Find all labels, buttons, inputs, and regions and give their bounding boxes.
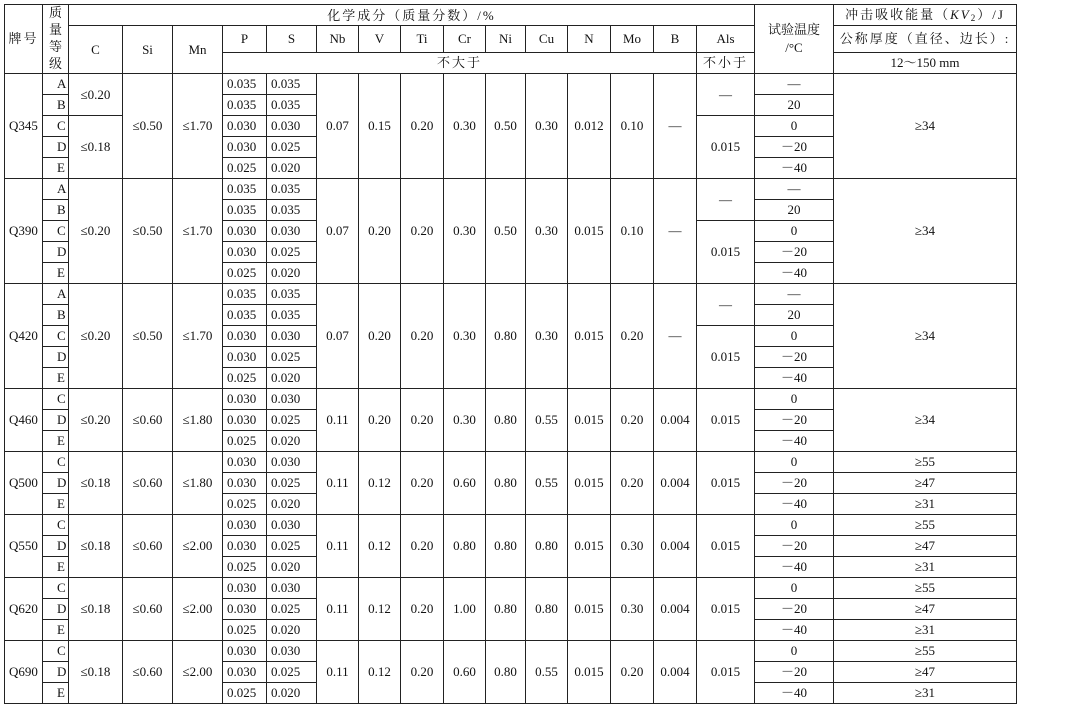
s-cell: 0.030 [267, 451, 317, 472]
b-cell: 0.004 [654, 640, 697, 703]
thickness-range: 12～150 mm [834, 52, 1017, 73]
temp-cell: －20 [755, 661, 834, 682]
impact-cell: ≥55 [834, 577, 1017, 598]
grade-cell: Q390 [5, 178, 43, 283]
mn-cell: ≤1.80 [173, 451, 223, 514]
p-cell: 0.035 [223, 199, 267, 220]
quality-cell: C [43, 220, 69, 241]
cu-cell: 0.55 [526, 451, 568, 514]
mo-cell: 0.10 [611, 178, 654, 283]
als-cell: 0.015 [697, 451, 755, 514]
s-cell: 0.020 [267, 493, 317, 514]
ni-cell: 0.50 [486, 178, 526, 283]
nb-cell: 0.07 [317, 283, 359, 388]
b-cell: — [654, 283, 697, 388]
s-cell: 0.025 [267, 241, 317, 262]
p-cell: 0.025 [223, 430, 267, 451]
quality-cell: C [43, 640, 69, 661]
si-cell: ≤0.50 [123, 283, 173, 388]
p-cell: 0.035 [223, 178, 267, 199]
temp-cell: 20 [755, 304, 834, 325]
steel-composition-table [4, 4, 1017, 704]
temp-cell: 0 [755, 220, 834, 241]
cr-header: Cr [444, 26, 486, 53]
p-cell: 0.030 [223, 409, 267, 430]
cu-cell: 0.55 [526, 640, 568, 703]
impact-cell: ≥55 [834, 514, 1017, 535]
p-cell: 0.025 [223, 493, 267, 514]
p-cell: 0.030 [223, 535, 267, 556]
temp-cell: －40 [755, 262, 834, 283]
temp-cell: 0 [755, 577, 834, 598]
ni-header: Ni [486, 26, 526, 53]
ti-cell: 0.20 [401, 451, 444, 514]
n-cell: 0.015 [568, 178, 611, 283]
quality-cell: D [43, 472, 69, 493]
si-cell: ≤0.60 [123, 577, 173, 640]
s-cell: 0.030 [267, 514, 317, 535]
impact-cell: ≥47 [834, 661, 1017, 682]
p-cell: 0.030 [223, 577, 267, 598]
impact-cell: ≥34 [834, 178, 1017, 283]
temp-cell: 0 [755, 115, 834, 136]
nb-cell: 0.07 [317, 178, 359, 283]
b-cell: — [654, 178, 697, 283]
quality-cell: D [43, 136, 69, 157]
grade-cell: Q620 [5, 577, 43, 640]
ti-cell: 0.20 [401, 283, 444, 388]
cr-cell: 0.60 [444, 451, 486, 514]
s-cell: 0.020 [267, 367, 317, 388]
impact-kv: KV [950, 6, 971, 22]
table-row [5, 577, 1017, 598]
cu-cell: 0.30 [526, 73, 568, 178]
v-cell: 0.12 [359, 514, 401, 577]
impact-cell: ≥34 [834, 388, 1017, 451]
quality-cell: E [43, 556, 69, 577]
nb-cell: 0.11 [317, 640, 359, 703]
n-cell: 0.012 [568, 73, 611, 178]
mn-cell: ≤2.00 [173, 640, 223, 703]
b-header: B [654, 26, 697, 53]
table-row [5, 388, 1017, 409]
temp-cell: －20 [755, 136, 834, 157]
temp-cell: －40 [755, 682, 834, 703]
quality-cell: E [43, 682, 69, 703]
als-cell: 0.015 [697, 325, 755, 388]
s-cell: 0.025 [267, 136, 317, 157]
nb-cell: 0.11 [317, 514, 359, 577]
s-cell: 0.020 [267, 619, 317, 640]
si-cell: ≤0.60 [123, 640, 173, 703]
mn-cell: ≤1.70 [173, 73, 223, 178]
ti-cell: 0.20 [401, 178, 444, 283]
impact-cell: ≥47 [834, 535, 1017, 556]
c-cell: ≤0.18 [69, 514, 123, 577]
grade-cell: Q550 [5, 514, 43, 577]
als-cell: 0.015 [697, 220, 755, 283]
quality-cell: C [43, 115, 69, 136]
mo-cell: 0.30 [611, 577, 654, 640]
s-cell: 0.020 [267, 430, 317, 451]
quality-cell: E [43, 367, 69, 388]
als-cell: — [697, 283, 755, 325]
cu-cell: 0.80 [526, 577, 568, 640]
mn-cell: ≤1.80 [173, 388, 223, 451]
not-less-label: 不小于 [697, 52, 755, 73]
temp-cell: — [755, 283, 834, 304]
impact-cell: ≥47 [834, 472, 1017, 493]
b-cell: 0.004 [654, 514, 697, 577]
temp-cell: －40 [755, 619, 834, 640]
temp-cell: －40 [755, 430, 834, 451]
s-cell: 0.035 [267, 94, 317, 115]
p-cell: 0.035 [223, 283, 267, 304]
temp-cell: －20 [755, 409, 834, 430]
v-header: V [359, 26, 401, 53]
cr-cell: 0.30 [444, 283, 486, 388]
s-cell: 0.035 [267, 178, 317, 199]
mo-cell: 0.20 [611, 388, 654, 451]
ti-header: Ti [401, 26, 444, 53]
cu-cell: 0.80 [526, 514, 568, 577]
nb-cell: 0.11 [317, 388, 359, 451]
table-row [5, 283, 1017, 304]
mo-cell: 0.10 [611, 73, 654, 178]
quality-cell: D [43, 661, 69, 682]
impact-header [834, 5, 1017, 26]
mn-header: Mn [173, 26, 223, 74]
temp-cell: －20 [755, 241, 834, 262]
v-cell: 0.20 [359, 178, 401, 283]
s-cell: 0.030 [267, 325, 317, 346]
nb-cell: 0.07 [317, 73, 359, 178]
n-cell: 0.015 [568, 640, 611, 703]
grade-cell: Q345 [5, 73, 43, 178]
p-cell: 0.030 [223, 640, 267, 661]
table-body [5, 73, 1017, 703]
als-cell: 0.015 [697, 115, 755, 178]
p-cell: 0.030 [223, 325, 267, 346]
ni-cell: 0.80 [486, 283, 526, 388]
als-cell: 0.015 [697, 640, 755, 703]
temp-cell: －40 [755, 157, 834, 178]
ti-cell: 0.20 [401, 640, 444, 703]
cr-cell: 0.30 [444, 178, 486, 283]
s-cell: 0.035 [267, 73, 317, 94]
mo-cell: 0.20 [611, 451, 654, 514]
temp-cell: －40 [755, 493, 834, 514]
ni-cell: 0.80 [486, 640, 526, 703]
b-cell: 0.004 [654, 451, 697, 514]
b-cell: 0.004 [654, 388, 697, 451]
s-cell: 0.025 [267, 535, 317, 556]
si-cell: ≤0.60 [123, 451, 173, 514]
s-cell: 0.020 [267, 262, 317, 283]
quality-cell: D [43, 598, 69, 619]
grade-cell: Q690 [5, 640, 43, 703]
p-cell: 0.030 [223, 598, 267, 619]
impact-cell: ≥34 [834, 73, 1017, 178]
n-cell: 0.015 [568, 514, 611, 577]
temp-cell: 20 [755, 199, 834, 220]
quality-cell: A [43, 178, 69, 199]
v-cell: 0.12 [359, 451, 401, 514]
p-cell: 0.025 [223, 556, 267, 577]
temp-cell: －40 [755, 556, 834, 577]
p-cell: 0.030 [223, 136, 267, 157]
mo-cell: 0.30 [611, 514, 654, 577]
quality-cell: A [43, 283, 69, 304]
p-cell: 0.030 [223, 241, 267, 262]
v-cell: 0.12 [359, 577, 401, 640]
quality-header: 质量 等级 [43, 5, 69, 74]
cr-cell: 0.80 [444, 514, 486, 577]
si-cell: ≤0.50 [123, 178, 173, 283]
temp-header: 试验温度 /°C [755, 5, 834, 74]
cu-cell: 0.55 [526, 388, 568, 451]
si-cell: ≤0.60 [123, 388, 173, 451]
temp-cell: 20 [755, 94, 834, 115]
n-cell: 0.015 [568, 388, 611, 451]
thickness-header: 公称厚度（直径、边长）: [834, 26, 1017, 53]
als-header: Als [697, 26, 755, 53]
n-cell: 0.015 [568, 283, 611, 388]
quality-cell: D [43, 346, 69, 367]
p-cell: 0.030 [223, 388, 267, 409]
s-cell: 0.020 [267, 556, 317, 577]
table-row [5, 451, 1017, 472]
quality-cell: E [43, 619, 69, 640]
impact-cell: ≥31 [834, 619, 1017, 640]
v-cell: 0.12 [359, 640, 401, 703]
p-cell: 0.030 [223, 661, 267, 682]
table-row [5, 178, 1017, 199]
mn-cell: ≤2.00 [173, 577, 223, 640]
quality-cell: C [43, 514, 69, 535]
quality-cell: D [43, 535, 69, 556]
ni-cell: 0.80 [486, 514, 526, 577]
v-cell: 0.20 [359, 283, 401, 388]
ni-cell: 0.80 [486, 388, 526, 451]
c-cell: ≤0.18 [69, 640, 123, 703]
s-cell: 0.030 [267, 220, 317, 241]
als-cell: 0.015 [697, 514, 755, 577]
ni-cell: 0.50 [486, 73, 526, 178]
temp-cell: 0 [755, 325, 834, 346]
v-cell: 0.15 [359, 73, 401, 178]
quality-cell: B [43, 304, 69, 325]
cu-header: Cu [526, 26, 568, 53]
ti-cell: 0.20 [401, 388, 444, 451]
temp-cell: －20 [755, 598, 834, 619]
steel-table-container [4, 4, 1017, 704]
chem-header: 化学成分（质量分数）/% [69, 5, 755, 26]
b-cell: 0.004 [654, 577, 697, 640]
s-cell: 0.030 [267, 115, 317, 136]
mn-cell: ≤2.00 [173, 514, 223, 577]
b-cell: — [654, 73, 697, 178]
temp-cell: 0 [755, 451, 834, 472]
p-cell: 0.030 [223, 514, 267, 535]
cr-cell: 1.00 [444, 577, 486, 640]
temp-cell: 0 [755, 388, 834, 409]
cr-cell: 0.60 [444, 640, 486, 703]
table-row [5, 640, 1017, 661]
quality-cell: D [43, 409, 69, 430]
v-cell: 0.20 [359, 388, 401, 451]
als-cell: 0.015 [697, 577, 755, 640]
impact-cell: ≥55 [834, 451, 1017, 472]
temp-cell: — [755, 73, 834, 94]
als-cell: — [697, 178, 755, 220]
s-cell: 0.025 [267, 598, 317, 619]
mn-cell: ≤1.70 [173, 178, 223, 283]
quality-cell: C [43, 388, 69, 409]
impact-suffix: ）/J [977, 6, 1005, 22]
quality-cell: E [43, 430, 69, 451]
s-cell: 0.035 [267, 283, 317, 304]
cr-cell: 0.30 [444, 73, 486, 178]
p-cell: 0.030 [223, 346, 267, 367]
impact-cell: ≥47 [834, 598, 1017, 619]
s-cell: 0.020 [267, 682, 317, 703]
quality-cell: A [43, 73, 69, 94]
s-cell: 0.025 [267, 409, 317, 430]
p-cell: 0.025 [223, 262, 267, 283]
c-cell: ≤0.20 [69, 388, 123, 451]
temp-cell: －20 [755, 472, 834, 493]
s-cell: 0.020 [267, 157, 317, 178]
c-header: C [69, 26, 123, 74]
c-cell: ≤0.18 [69, 577, 123, 640]
p-header: P [223, 26, 267, 53]
quality-cell: E [43, 262, 69, 283]
p-cell: 0.035 [223, 94, 267, 115]
quality-cell: B [43, 94, 69, 115]
grade-cell: Q460 [5, 388, 43, 451]
s-cell: 0.025 [267, 346, 317, 367]
quality-cell: C [43, 577, 69, 598]
c-cell: ≤0.18 [69, 115, 123, 178]
impact-cell: ≥34 [834, 283, 1017, 388]
c-cell: ≤0.18 [69, 451, 123, 514]
mo-cell: 0.20 [611, 640, 654, 703]
quality-cell: D [43, 241, 69, 262]
impact-cell: ≥31 [834, 682, 1017, 703]
s-cell: 0.025 [267, 661, 317, 682]
ti-cell: 0.20 [401, 73, 444, 178]
impact-prefix: 冲击吸收能量（ [845, 6, 951, 22]
grade-cell: Q500 [5, 451, 43, 514]
p-cell: 0.030 [223, 115, 267, 136]
n-cell: 0.015 [568, 577, 611, 640]
cu-cell: 0.30 [526, 283, 568, 388]
impact-kv-sub: 2 [970, 12, 978, 23]
s-cell: 0.035 [267, 304, 317, 325]
n-header: N [568, 26, 611, 53]
c-cell: ≤0.20 [69, 283, 123, 388]
quality-cell: E [43, 493, 69, 514]
c-cell: ≤0.20 [69, 178, 123, 283]
s-cell: 0.030 [267, 577, 317, 598]
grade-cell: Q420 [5, 283, 43, 388]
ni-cell: 0.80 [486, 451, 526, 514]
p-cell: 0.035 [223, 73, 267, 94]
temp-cell: 0 [755, 640, 834, 661]
table-row [5, 514, 1017, 535]
table-row [5, 73, 1017, 94]
temp-cell: — [755, 178, 834, 199]
quality-cell: B [43, 199, 69, 220]
temp-cell: 0 [755, 514, 834, 535]
p-cell: 0.025 [223, 682, 267, 703]
p-cell: 0.030 [223, 451, 267, 472]
p-cell: 0.035 [223, 304, 267, 325]
si-cell: ≤0.60 [123, 514, 173, 577]
nb-header: Nb [317, 26, 359, 53]
p-cell: 0.030 [223, 220, 267, 241]
mo-cell: 0.20 [611, 283, 654, 388]
quality-cell: C [43, 451, 69, 472]
ni-cell: 0.80 [486, 577, 526, 640]
mn-cell: ≤1.70 [173, 283, 223, 388]
p-cell: 0.030 [223, 472, 267, 493]
not-greater-label: 不大于 [223, 52, 697, 73]
ti-cell: 0.20 [401, 577, 444, 640]
s-cell: 0.035 [267, 199, 317, 220]
quality-cell: C [43, 325, 69, 346]
p-cell: 0.025 [223, 367, 267, 388]
impact-cell: ≥31 [834, 493, 1017, 514]
s-cell: 0.030 [267, 388, 317, 409]
nb-cell: 0.11 [317, 577, 359, 640]
nb-cell: 0.11 [317, 451, 359, 514]
als-cell: — [697, 73, 755, 115]
s-header: S [267, 26, 317, 53]
p-cell: 0.025 [223, 157, 267, 178]
s-cell: 0.025 [267, 472, 317, 493]
impact-cell: ≥31 [834, 556, 1017, 577]
c-cell: ≤0.20 [69, 73, 123, 115]
impact-cell: ≥55 [834, 640, 1017, 661]
p-cell: 0.025 [223, 619, 267, 640]
temp-cell: －20 [755, 346, 834, 367]
si-cell: ≤0.50 [123, 73, 173, 178]
grade-header: 牌号 [5, 5, 43, 74]
ti-cell: 0.20 [401, 514, 444, 577]
quality-cell: E [43, 157, 69, 178]
cr-cell: 0.30 [444, 388, 486, 451]
n-cell: 0.015 [568, 451, 611, 514]
s-cell: 0.030 [267, 640, 317, 661]
temp-cell: －20 [755, 535, 834, 556]
temp-cell: －40 [755, 367, 834, 388]
cu-cell: 0.30 [526, 178, 568, 283]
als-cell: 0.015 [697, 388, 755, 451]
mo-header: Mo [611, 26, 654, 53]
si-header: Si [123, 26, 173, 74]
